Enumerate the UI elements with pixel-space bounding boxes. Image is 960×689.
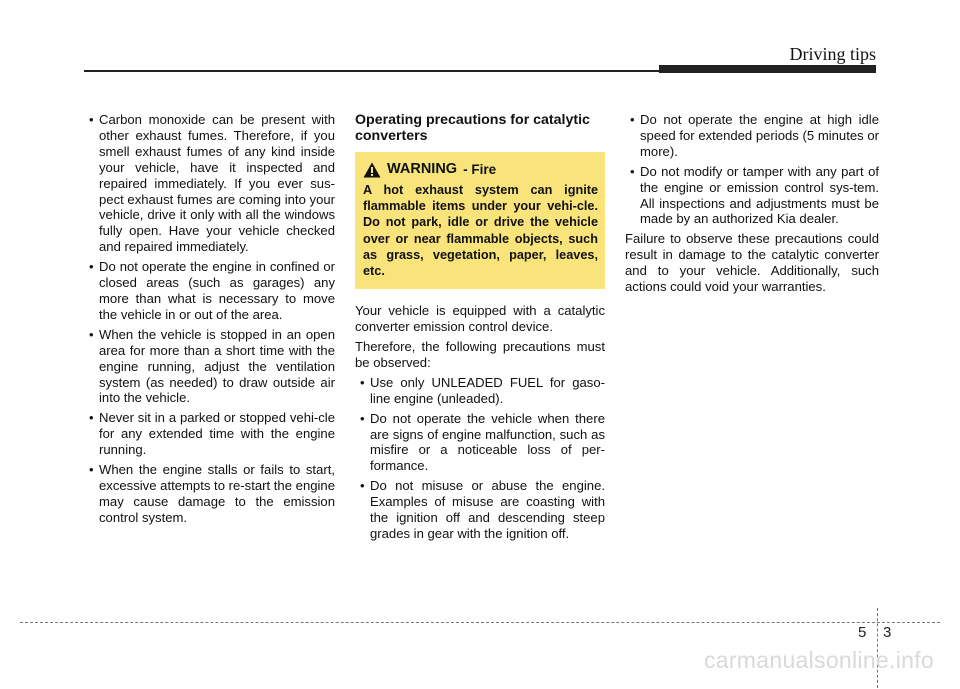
exhaust-safety-list: [84, 112, 335, 526]
list-item-text: Do not modify or tamper with any part of the engine or emission control sys-tem. All inspections and adjustments must be made by an authorized Kia dealer.: [640, 163, 879, 227]
list-item-text: Do not operate the vehicle when there are signs of engine malfunction, such as misfire or a noticeable loss of per-formance.: [370, 410, 605, 474]
precautions-list-continued: [625, 112, 879, 227]
list-item: [625, 164, 879, 228]
watermark: carmanualsonline.info: [703, 647, 934, 673]
list-item: [355, 375, 605, 407]
warning-subtitle: - Fire: [463, 162, 497, 178]
column-middle: [355, 112, 605, 546]
list-item: [355, 478, 605, 542]
bullet-marker: •: [89, 259, 94, 275]
catalytic-converter-heading: Operating precautions for catalytic converters: [355, 112, 590, 144]
precautions-list: [355, 375, 605, 542]
warning-triangle-icon: [363, 162, 381, 178]
list-item-text: When the engine stalls or fails to start, excessive attempts to re-start the engine may cause damage to the emission control system.: [99, 462, 335, 525]
bullet-marker: •: [89, 326, 94, 342]
section-title: Driving tips: [789, 44, 876, 64]
list-item: [84, 462, 335, 526]
header-rule-thick: [659, 65, 876, 73]
bullet-marker: •: [360, 374, 365, 390]
list-item: [355, 411, 605, 475]
paragraph: Failure to observe these precautions could result in damage to the catalytic converter and to your vehicle. Additionally, such actions could void your warranties.: [625, 231, 879, 295]
column-right: [625, 112, 879, 299]
list-item-text: Use only UNLEADED FUEL for gaso-line engine (unleaded).: [370, 374, 605, 406]
bullet-marker: •: [630, 163, 635, 179]
list-item: [84, 112, 335, 255]
bullet-marker: •: [89, 112, 94, 127]
bullet-marker: •: [89, 410, 94, 426]
list-item-text: Never sit in a parked or stopped vehi-cle for any extended time with the engine running.: [99, 410, 335, 458]
paragraph: Therefore, the following precautions must be observed:: [355, 339, 605, 370]
list-item: [84, 410, 335, 458]
paragraph: Your vehicle is equipped with a catalytic converter emission control device.: [355, 303, 605, 335]
list-item-text: Carbon monoxide can be present with other exhaust fumes. Therefore, if you smell exhaust fumes of any kind inside your vehicle, have it inspected and repaired immediately. If you ever sus-pect exhaust fumes are coming into your vehicle, drive it only with all the windows fully open. Have your vehicle checked and repaired immediately.: [99, 112, 335, 255]
list-item-text: Do not misuse or abuse the engine. Examples of misuse are coasting with the ignition off and descending steep grades in gear with the ignition off.: [370, 478, 605, 541]
warning-label: WARNING: [387, 161, 458, 178]
bullet-marker: •: [360, 478, 365, 494]
page-number: 3: [883, 624, 892, 641]
warning-box: [355, 152, 605, 289]
footer-divider: [20, 622, 940, 623]
list-item-text: When the vehicle is stopped in an open area for more than a short time with the engine running, adjust the ventilation system (as needed) to draw outside air into the vehicle.: [99, 326, 335, 406]
warning-text: A hot exhaust system can ignite flammable items under your vehi-cle. Do not park, idle or drive the vehicle over or near flammable objects, such as grass, vegetation, paper, leaves, etc.: [363, 183, 598, 279]
list-item: [84, 327, 335, 407]
list-item-text: Do not operate the engine in confined or closed areas (such as garages) any more than what is necessary to move the vehicle in or out of the area.: [99, 259, 335, 322]
header-rule-thin: [84, 70, 661, 72]
warning-title: [363, 162, 598, 178]
list-item: [84, 259, 335, 323]
bullet-marker: •: [89, 462, 94, 478]
column-left: [84, 112, 335, 530]
bullet-marker: •: [630, 112, 635, 127]
chapter-number: 5: [858, 624, 867, 641]
bullet-marker: •: [360, 410, 365, 426]
list-item: [625, 112, 879, 160]
list-item-text: Do not operate the engine at high idle speed for extended periods (5 minutes or more).: [640, 112, 879, 159]
